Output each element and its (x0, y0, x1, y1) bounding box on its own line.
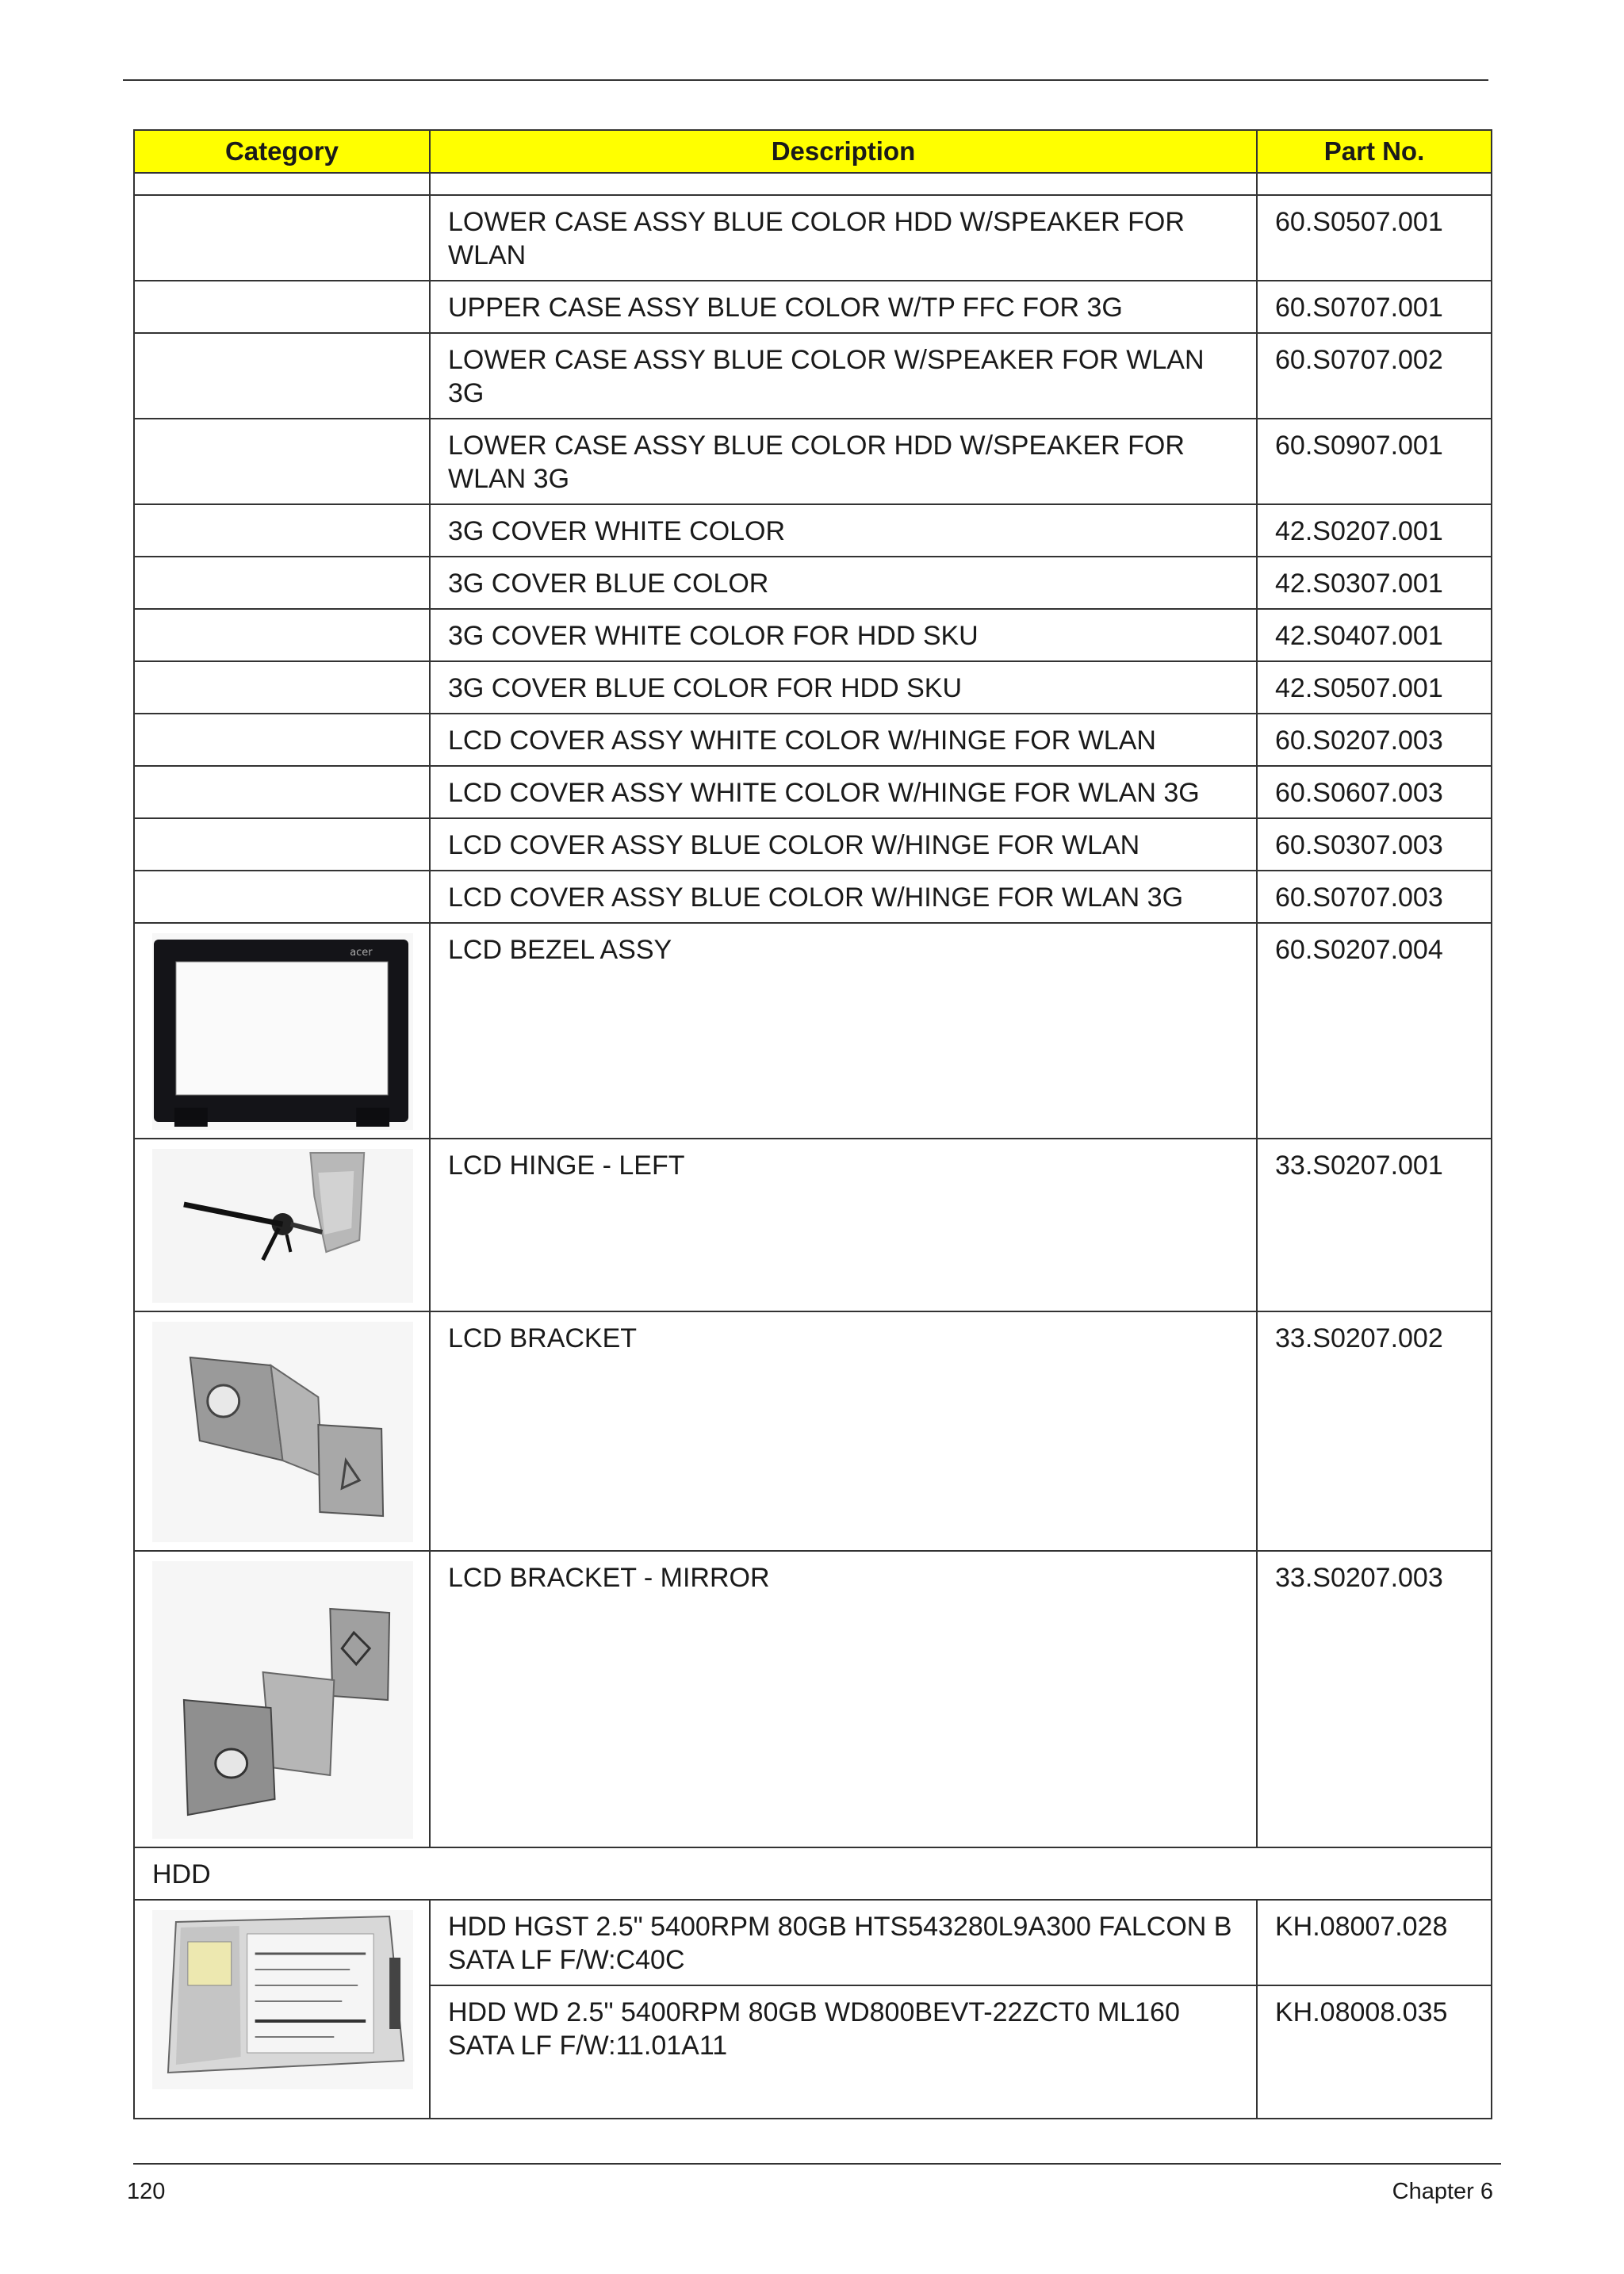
header-description: Description (430, 130, 1257, 173)
category-cell (134, 766, 430, 818)
table-row (134, 818, 1492, 871)
category-cell (134, 504, 430, 557)
description-cell: LOWER CASE ASSY BLUE COLOR HDD W/SPEAKER FOR WLAN (430, 195, 1257, 281)
part-no-cell: 42.S0207.001 (1257, 504, 1492, 557)
hdd-photo (152, 1910, 413, 2089)
category-cell (134, 923, 430, 1139)
part-no-cell: 60.S0907.001 (1257, 419, 1492, 504)
table-gap-row (134, 173, 1492, 195)
category-cell (134, 333, 430, 419)
table-row (134, 195, 1492, 281)
section-row (134, 1847, 1492, 1900)
table-row (134, 333, 1492, 419)
category-cell (134, 281, 430, 333)
description-cell: HDD HGST 2.5" 5400RPM 80GB HTS543280L9A300 FALCON B SATA LF F/W:C40C (430, 1900, 1257, 1985)
category-cell (134, 871, 430, 923)
description-cell: LCD BRACKET - MIRROR (430, 1551, 1257, 1847)
category-cell (134, 1139, 430, 1311)
footer-rule (133, 2163, 1501, 2165)
part-no-cell: 60.S0207.004 (1257, 923, 1492, 1139)
header-part-no: Part No. (1257, 130, 1492, 173)
svg-text:acer: acer (350, 946, 373, 959)
table-row (134, 1139, 1492, 1311)
description-cell: LOWER CASE ASSY BLUE COLOR HDD W/SPEAKER FOR WLAN 3G (430, 419, 1257, 504)
section-label-hdd: HDD (134, 1847, 1492, 1900)
table-row (134, 609, 1492, 661)
part-no-cell: 42.S0507.001 (1257, 661, 1492, 714)
part-no-cell: 60.S0707.001 (1257, 281, 1492, 333)
description-cell: LOWER CASE ASSY BLUE COLOR W/SPEAKER FOR WLAN 3G (430, 333, 1257, 419)
category-cell (134, 1900, 430, 2119)
part-no-cell: 33.S0207.002 (1257, 1311, 1492, 1551)
part-no-cell: 60.S0207.003 (1257, 714, 1492, 766)
description-cell: LCD COVER ASSY WHITE COLOR W/HINGE FOR WLAN 3G (430, 766, 1257, 818)
table-row (134, 1551, 1492, 1847)
category-cell (134, 609, 430, 661)
lcd-hinge-photo (152, 1149, 413, 1303)
top-rule (123, 79, 1488, 81)
table-row (134, 504, 1492, 557)
category-cell (134, 557, 430, 609)
lcd-bracket-mirror-photo (152, 1561, 413, 1839)
category-cell (134, 195, 430, 281)
description-cell: LCD COVER ASSY WHITE COLOR W/HINGE FOR WLAN (430, 714, 1257, 766)
table-row (134, 557, 1492, 609)
table-row (134, 714, 1492, 766)
chapter-label: Chapter 6 (1392, 2179, 1493, 2204)
page-number: 120 (127, 2179, 166, 2204)
table-row (134, 661, 1492, 714)
description-cell: LCD BEZEL ASSY (430, 923, 1257, 1139)
description-cell: LCD COVER ASSY BLUE COLOR W/HINGE FOR WLAN 3G (430, 871, 1257, 923)
table-header-row (134, 130, 1492, 173)
description-cell: HDD WD 2.5" 5400RPM 80GB WD800BEVT-22ZCT0 ML160 SATA LF F/W:11.01A11 (430, 1985, 1257, 2119)
part-no-cell: 33.S0207.001 (1257, 1139, 1492, 1311)
part-no-cell: KH.08007.028 (1257, 1900, 1492, 1985)
table-row (134, 1900, 1492, 1985)
category-cell (134, 419, 430, 504)
part-no-cell: 60.S0607.003 (1257, 766, 1492, 818)
part-no-cell: 60.S0707.003 (1257, 871, 1492, 923)
part-no-cell: 33.S0207.003 (1257, 1551, 1492, 1847)
description-cell: LCD BRACKET (430, 1311, 1257, 1551)
description-cell: 3G COVER WHITE COLOR FOR HDD SKU (430, 609, 1257, 661)
part-no-cell: 42.S0307.001 (1257, 557, 1492, 609)
part-no-cell: 60.S0307.003 (1257, 818, 1492, 871)
category-cell (134, 714, 430, 766)
part-no-cell: KH.08008.035 (1257, 1985, 1492, 2119)
table-row (134, 923, 1492, 1139)
table-row (134, 1311, 1492, 1551)
part-no-cell: 60.S0507.001 (1257, 195, 1492, 281)
description-cell: LCD HINGE - LEFT (430, 1139, 1257, 1311)
description-cell: UPPER CASE ASSY BLUE COLOR W/TP FFC FOR 3G (430, 281, 1257, 333)
table-row (134, 871, 1492, 923)
category-cell (134, 1551, 430, 1847)
part-no-cell: 42.S0407.001 (1257, 609, 1492, 661)
lcd-bezel-photo (152, 933, 413, 1130)
table-row (134, 419, 1492, 504)
lcd-bracket-photo (152, 1322, 413, 1542)
parts-table (133, 129, 1492, 2119)
category-cell (134, 818, 430, 871)
description-cell: 3G COVER BLUE COLOR FOR HDD SKU (430, 661, 1257, 714)
table-row (134, 281, 1492, 333)
part-no-cell: 60.S0707.002 (1257, 333, 1492, 419)
description-cell: LCD COVER ASSY BLUE COLOR W/HINGE FOR WLAN (430, 818, 1257, 871)
category-cell (134, 661, 430, 714)
description-cell: 3G COVER BLUE COLOR (430, 557, 1257, 609)
header-category: Category (134, 130, 430, 173)
table-row (134, 766, 1492, 818)
description-cell: 3G COVER WHITE COLOR (430, 504, 1257, 557)
category-cell (134, 1311, 430, 1551)
